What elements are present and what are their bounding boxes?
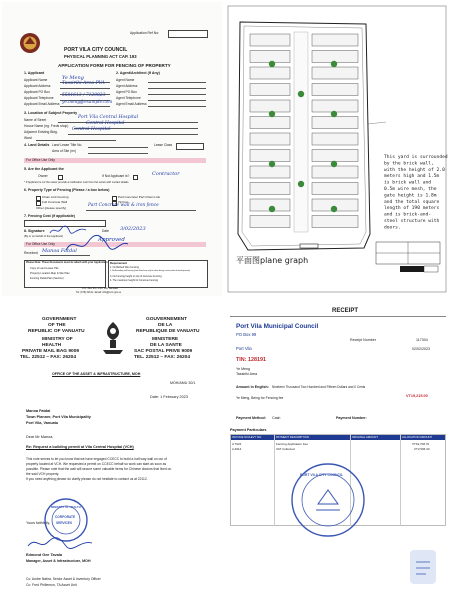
- note-title: Please Note: These Documents must be attach with your Application: [26, 261, 108, 264]
- hw-applicant-name: Ye Meng: [62, 75, 84, 81]
- hw-applicant-email: ye.meng@example.com: [62, 99, 113, 104]
- letter-dear: Dear Mr Manoa,: [26, 435, 54, 439]
- letter-sign-title: Manager, Asset & Infrastructure, MOH: [26, 559, 91, 563]
- receipt-org: Port Vila Municipal Council: [236, 323, 319, 330]
- hw-agent-type: Contractor: [152, 171, 180, 177]
- letter-right-head-3: REPUBLIQUE DE VANUATU: [136, 329, 200, 334]
- letter-to-2: Town Planner, Port Vila Municipality: [26, 415, 91, 419]
- office-use-label: For Office Use Only: [26, 157, 55, 162]
- plan-note-line: by the brick wall,: [384, 161, 434, 167]
- receipt-number: 117304: [416, 338, 428, 342]
- office-use-label-2: For Office Use Only: [26, 241, 55, 246]
- receipt-payer: Ye Meng: [236, 367, 251, 371]
- receipt-tin: TIN: 128191: [236, 357, 266, 363]
- plan-note-line: 0.5m wire mesh, the: [384, 187, 437, 192]
- field-land-area: Area of Site (m²): [52, 149, 77, 153]
- section-owner: 5. Are the Applicant the: [24, 167, 64, 171]
- fence-option-4: Tin/Iron: [118, 200, 129, 204]
- plan-tree-icon: [269, 161, 275, 167]
- note-item-2: Property Location Map & Site Plan: [30, 272, 70, 275]
- payment-method: Cash: [272, 416, 281, 420]
- site-plan: [226, 4, 448, 294]
- plan-tree-icon: [269, 111, 275, 117]
- ministry-letter: [0, 300, 226, 600]
- hw-sign-date: 3/02/2023: [120, 226, 146, 232]
- plan-building-block: [250, 117, 290, 129]
- requirement-title: Requirement: [110, 261, 128, 265]
- stamp-corporate: CORPORATE: [55, 515, 76, 519]
- field-lease-class: Lease Class: [154, 143, 173, 147]
- plan-note-line: length of 190 meters: [384, 206, 440, 212]
- requirement-3: 3. No Fencing height on top of Concrete Fencing: [110, 275, 162, 278]
- form-footer: P.O. Box 99 • Port Vila Vanuatu: [82, 287, 118, 290]
- letter-yours: Yours faithfully,: [26, 521, 50, 525]
- sign-by-note: (By or on behalf of the Applicant): [24, 235, 63, 238]
- receipt-date: 02/02/2023: [412, 347, 430, 351]
- row1-allocation: VT19,708.70: [412, 442, 430, 446]
- letter-ref: MOH/AMU 30/1: [170, 381, 196, 385]
- plan-tree-icon: [331, 206, 337, 212]
- plan-note-line: doors.: [384, 225, 401, 231]
- hw-applicant-phone: 5581613 / 7120823: [62, 93, 106, 98]
- plan-tree-icon: [269, 61, 275, 67]
- fencing-application-form: [2, 2, 222, 296]
- amount-words: Nineteen Thousand Two Hundred and Fifteen Dollars and 0 Cents: [272, 385, 366, 389]
- plan-tree-icon: [298, 91, 304, 97]
- field-applicant-phone: Applicant Telephone: [24, 96, 54, 100]
- payment-method-label: Payment Method:: [236, 416, 266, 420]
- site-plan-drawing: [226, 4, 448, 294]
- plan-note-line: and the total square: [384, 199, 440, 205]
- letter-to-1: Manoa Fatdal: [26, 409, 51, 413]
- amount-value: VT19,215.00: [406, 394, 428, 398]
- letter-date: Date: 1 February 2023: [150, 395, 188, 399]
- letter-cc-1: Cc: Andre Natira, Senior Asset & Inventory Officer: [26, 577, 101, 581]
- field-land-title: Land Lease Title No.: [52, 143, 83, 147]
- plan-building-block: [312, 34, 358, 46]
- field-agent-name: Agent Name: [116, 78, 135, 82]
- amount-label: Amount in English:: [236, 385, 269, 389]
- plan-building-block: [250, 67, 290, 79]
- letter-right-head-5: DE LA SANTE: [150, 343, 182, 348]
- field-applicant-email: Applicant Email Address: [24, 102, 60, 106]
- letter-left-head-3: REPUBLIC OF VANUATU: [28, 329, 85, 334]
- fence-option-3: Part Concrete/ Part Chain Link: [118, 195, 160, 199]
- note-item-1: Copy of Land Lease Title: [30, 267, 59, 270]
- col-original: ORIGINAL AMOUNT: [352, 434, 379, 439]
- plan-building-block: [250, 84, 290, 96]
- field-applicant-address: Applicant Address: [24, 84, 51, 88]
- stamp-ministry: MINISTRY OF HEALTH: [51, 505, 81, 509]
- receipt-city: Port Vila: [236, 346, 252, 351]
- hw-adjacent: Central Hospital: [72, 127, 111, 132]
- receipt-number-label: Receipt Number: [350, 338, 376, 342]
- field-ward: Ward: [24, 136, 32, 140]
- hw-house: Central Hospital: [86, 121, 125, 126]
- letter-right-head-1: GOUVERNEMENT: [146, 317, 188, 322]
- letter-left-head-2: OF THE: [48, 323, 66, 328]
- letter-left-head-1: GOVERNMENT: [42, 317, 77, 322]
- form-title: APPLICATION FORM FOR FENCING OF PROPERTY: [58, 63, 171, 68]
- date-label: Date: [102, 229, 109, 233]
- plan-building-block: [250, 166, 290, 178]
- receipt-title: RECEIPT: [332, 308, 359, 314]
- letter-cc-2: Cc: Fred Phillemon, TA Asset Unit: [26, 583, 77, 587]
- receipt-area: Tassiriki Area: [236, 372, 258, 376]
- plan-building-block: [312, 51, 358, 63]
- receipt-pobox: PO Box 99: [236, 332, 257, 337]
- seal-text: PORT VILA CITY COUNCIL: [300, 473, 343, 477]
- plan-building-block: [312, 100, 358, 112]
- field-agent-email: Agent Email Address: [116, 102, 147, 106]
- letter-right-head-2: DE LA: [158, 323, 173, 328]
- hw-approved: Approved: [98, 237, 125, 243]
- fence-option-2: Full Concrete Wall: [42, 200, 68, 204]
- hw-street: Port Vila Central Hospital: [78, 115, 139, 120]
- row2-description: VAT Collected: [276, 447, 295, 451]
- letter-body-5: If you need anything please do clarify please do not hesitate to contact us at 22112.: [26, 477, 148, 481]
- note-item-3: Fencing Detail Plan (Section): [30, 277, 64, 280]
- letter-to-3: Port Vila, Vanuatu: [26, 421, 59, 425]
- payment-number-label: Payment Number:: [336, 416, 367, 420]
- letter-office: OFFICE OF THE ASSET & INFRASTRUCTURE, MOH: [52, 372, 141, 376]
- letter-body-2: property located at VCH. We requested a permit on CCECC behalf so work can start as soon as: [26, 462, 167, 466]
- letter-sign-name: Edmond Gee Tavala: [26, 553, 63, 557]
- field-applicant-name: Applicant Name: [24, 78, 48, 82]
- plan-building-block: [250, 216, 290, 228]
- plan-building-block: [312, 84, 358, 96]
- council-receipt: [226, 300, 450, 600]
- plan-building-block: [312, 150, 358, 162]
- plan-note-line: gate height is 1.8m: [384, 193, 437, 199]
- plan-building-block: [250, 133, 290, 145]
- letter-body-3: possible. Please note that the wall will secure some valuable items for Chinese doctors that lived on: [26, 467, 172, 471]
- council-name: PORT VILA CITY COUNCIL: [64, 47, 128, 53]
- vanuatu-coat-of-arms-icon: [100, 320, 126, 356]
- plan-note-line: is brick wall and: [384, 180, 432, 186]
- col-description: PAYMENT DESCRIPTION: [276, 434, 309, 439]
- letter-right-head-4: MINISTERE: [152, 337, 179, 342]
- particulars-title: Payment Particulars: [230, 428, 267, 432]
- letter-left-head-5: HEALTH: [42, 343, 62, 348]
- letter-right-head-7: TEL. 22512 – FAX: 26204: [134, 355, 190, 360]
- form-footer-2: Tel: (678) 22111 • Email: info@pvcc.gov.vu: [76, 291, 122, 294]
- plan-tree-icon: [298, 181, 304, 187]
- section-applicant: 1. Applicant: [24, 71, 45, 75]
- plan-tree-icon: [269, 206, 275, 212]
- letter-left-head-4: MINISTRY OF: [42, 337, 73, 342]
- watermark-mark-icon: [404, 546, 444, 592]
- requirement-4: 4. The maximum height for Concrete Fencing: [110, 279, 158, 282]
- plan-building-block: [250, 100, 290, 112]
- plan-note-line: with the height of 2.0: [384, 167, 445, 173]
- row1-description: Fencing Application Fee: [276, 442, 309, 446]
- plan-building-block: [312, 216, 358, 228]
- field-street: Name of Street: [24, 118, 47, 122]
- letter-body-1: This note serves to let you know that we have engaged CCECC to build a half way wall on our of: [26, 457, 167, 461]
- plan-caption: 平面图plane graph: [236, 256, 309, 265]
- section-agent: 2. Agent/Architect (If Any): [116, 71, 160, 75]
- section-land: 4. Land Details: [24, 143, 50, 147]
- hw-applicant-address: Tassiriki Area PVA: [62, 81, 105, 86]
- receipt-for-line: Ye Meng, Being for Fencing fee: [236, 396, 284, 400]
- ref-box: [168, 30, 208, 38]
- row1-invoice: A 7022: [232, 442, 242, 446]
- plan-tree-icon: [331, 161, 337, 167]
- field-agent-phone: Agent Telephone: [116, 96, 141, 100]
- hw-fence-other: Part Concrete wall & iron fence: [88, 203, 159, 208]
- ref-label: Application Ref No:: [130, 31, 160, 35]
- section-location: 3. Location of Subject Property: [24, 111, 78, 115]
- received-label: Received: [24, 251, 38, 255]
- letter-subject: Re: Request a building permit at Vila Central Hospital (VCH): [26, 445, 134, 449]
- council-seal-icon: [288, 460, 368, 540]
- field-agent-pobox: Agent PO Box: [116, 90, 137, 94]
- letter-left-head-6: PRIVATE MAIL BAG 9009: [22, 349, 80, 354]
- plan-note-line: This yard is surrounded: [384, 155, 448, 160]
- hw-received-name: Manoa Fatdal: [42, 248, 77, 254]
- field-applicant-pobox: Applicant PO Box: [24, 90, 50, 94]
- requirement-1: 1. No Barbed Wire Fencing: [110, 266, 139, 269]
- row2-allocation: VT2,506.30: [414, 447, 430, 451]
- manager-signature: [26, 534, 96, 552]
- plan-tree-icon: [331, 61, 337, 67]
- row2-invoice: 2-4614: [232, 447, 242, 451]
- plan-tree-icon: [331, 111, 337, 117]
- stamp-services: SERVICES: [56, 521, 73, 525]
- plan-building-block: [312, 166, 358, 178]
- letter-right-head-6: SAC POSTAL PRIVE 9009: [134, 349, 193, 354]
- field-house: House Name (eg. Freds shop): [24, 124, 69, 128]
- plan-note-line: meters high and 1.5m: [384, 174, 440, 180]
- act-name: PHYSICAL PLANNING ACT CAP. 193: [64, 54, 137, 59]
- fence-option-1: Chain Link Fencing: [42, 195, 69, 199]
- section-signature: 8. Signature: [24, 229, 45, 233]
- letter-left-head-7: TEL. 22512 – FAX: 26204: [20, 355, 76, 360]
- plan-note-line: steel structure with: [384, 219, 440, 224]
- owner-note: * If Applicant is not the owner provide a notification note from the owner with contact details.: [24, 181, 130, 184]
- plan-building-block: [250, 34, 290, 46]
- col-invoice: INVOICE NO/LEVY NO: [232, 434, 262, 439]
- requirement-2: 2. No Boundary wall fencing (from Road can only be done during construction of developments): [110, 270, 190, 272]
- plan-building-block: [250, 183, 290, 195]
- section-fence-type: 6. Property Type of Fencing (Please / a box below): [24, 188, 110, 192]
- section-cost: 7. Fencing Cost (if applicable): [24, 214, 75, 218]
- plan-building-block: [312, 133, 358, 145]
- letter-body-4: the said VCH property.: [26, 472, 60, 476]
- col-allocation: ALLOCATION AMOUNT: [402, 434, 433, 439]
- plan-building-block: [250, 51, 290, 63]
- field-adjacent: Adjacent Existing Bldg.: [24, 130, 58, 134]
- council-emblem-icon: [19, 32, 41, 54]
- field-agent-address: Agent Address: [116, 84, 138, 88]
- plan-building-block: [312, 67, 358, 79]
- fence-option-other: Other (please specify): [36, 206, 67, 210]
- plan-building-block: [312, 183, 358, 195]
- owner-label: Owner: [38, 174, 48, 178]
- plan-note-line: and is brick-and-: [384, 212, 432, 218]
- plan-building-block: [312, 117, 358, 129]
- owner-agent-label: If Not Applicant is?: [102, 174, 130, 178]
- plan-building-block: [250, 150, 290, 162]
